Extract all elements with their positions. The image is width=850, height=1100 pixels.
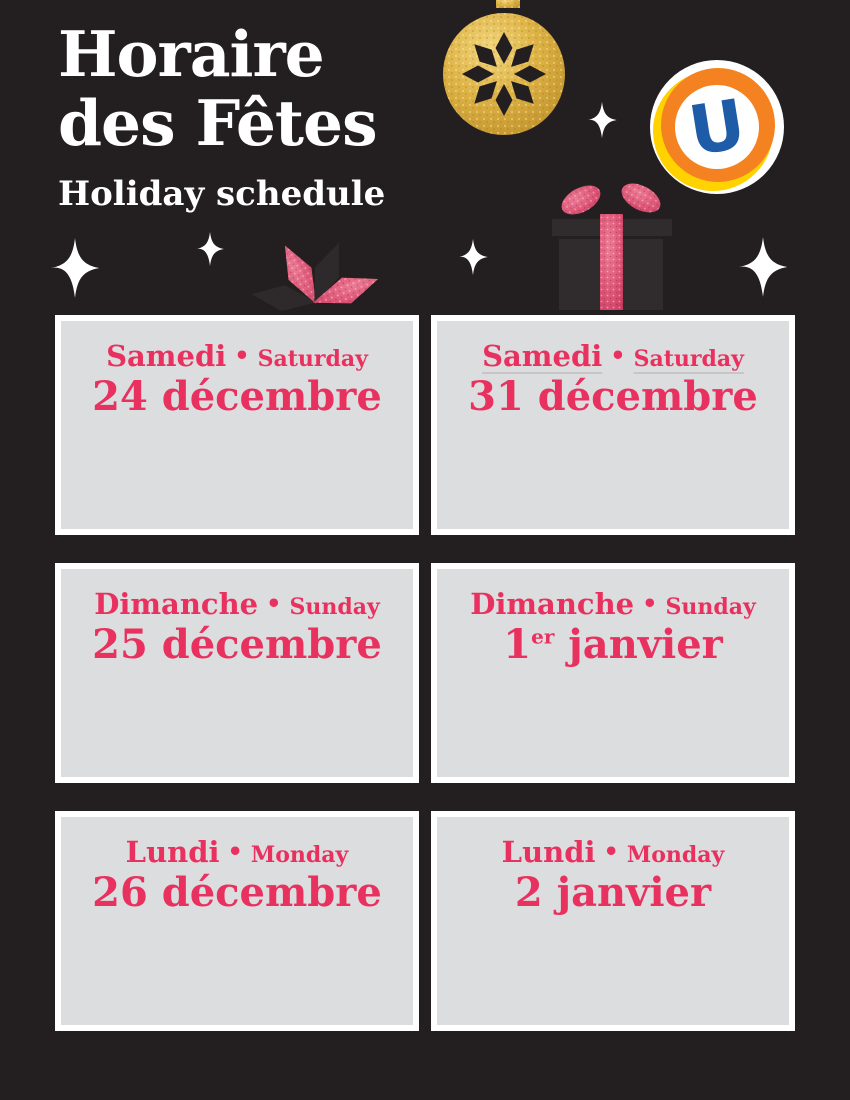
day-name-english: Saturday	[257, 346, 368, 372]
date-label	[61, 622, 413, 668]
day-name-french: Samedi	[482, 339, 603, 373]
schedule-card	[431, 811, 795, 1031]
date-text-rest: janvier	[554, 621, 723, 669]
title-line-1: Horaire	[58, 17, 324, 91]
schedule-card	[55, 315, 419, 535]
sparkle-star-icon	[194, 230, 226, 268]
schedule-card	[55, 563, 419, 783]
day-name-english: Monday	[626, 842, 725, 868]
day-label	[61, 836, 413, 869]
date-text: 26 décembre	[92, 869, 382, 917]
sparkle-star-icon	[47, 235, 103, 301]
day-name-french: Dimanche	[94, 587, 259, 621]
u-brand-logo	[647, 57, 787, 197]
title-line-2: des Fêtes	[58, 85, 377, 160]
bullet-separator: •	[234, 341, 250, 370]
header	[58, 17, 386, 215]
date-label	[61, 374, 413, 420]
gift-box-icon	[540, 180, 680, 312]
day-name-french: Samedi	[106, 339, 227, 373]
day-label	[437, 588, 789, 621]
day-label	[437, 836, 789, 869]
sparkle-star-icon	[735, 234, 791, 300]
date-ordinal-suffix: er	[531, 625, 555, 650]
day-name-french: Lundi	[125, 835, 220, 869]
schedule-card	[431, 563, 795, 783]
page-subtitle: Holiday schedule	[58, 174, 386, 215]
schedule-cards-grid	[55, 315, 795, 1031]
day-label	[437, 340, 789, 373]
date-label	[437, 870, 789, 916]
bullet-separator: •	[603, 837, 619, 866]
day-name-english: Monday	[250, 842, 349, 868]
date-label	[437, 374, 789, 420]
sparkle-star-icon	[585, 100, 619, 140]
day-name-english: Saturday	[633, 346, 744, 372]
date-text: 25 décembre	[92, 621, 382, 669]
sparkle-star-icon	[456, 237, 490, 277]
date-text: 1	[503, 621, 532, 669]
day-label	[61, 588, 413, 621]
poinsettia-leaves-icon	[240, 228, 400, 312]
bullet-separator: •	[266, 589, 282, 618]
day-name-french: Dimanche	[470, 587, 635, 621]
date-label	[61, 870, 413, 916]
day-name-english: Sunday	[665, 594, 756, 620]
schedule-card	[55, 811, 419, 1031]
date-text: 2 janvier	[514, 869, 712, 917]
bullet-separator: •	[642, 589, 658, 618]
day-label	[61, 340, 413, 373]
bullet-separator: •	[610, 341, 626, 370]
date-text: 24 décembre	[92, 373, 382, 421]
bullet-separator: •	[227, 837, 243, 866]
logo-letter: U	[683, 85, 751, 172]
date-label	[437, 622, 789, 668]
day-name-french: Lundi	[501, 835, 596, 869]
date-text: 31 décembre	[468, 373, 758, 421]
gold-bauble-ornament-icon	[440, 0, 570, 140]
page-title	[58, 17, 385, 160]
schedule-card	[431, 315, 795, 535]
day-name-english: Sunday	[289, 594, 380, 620]
